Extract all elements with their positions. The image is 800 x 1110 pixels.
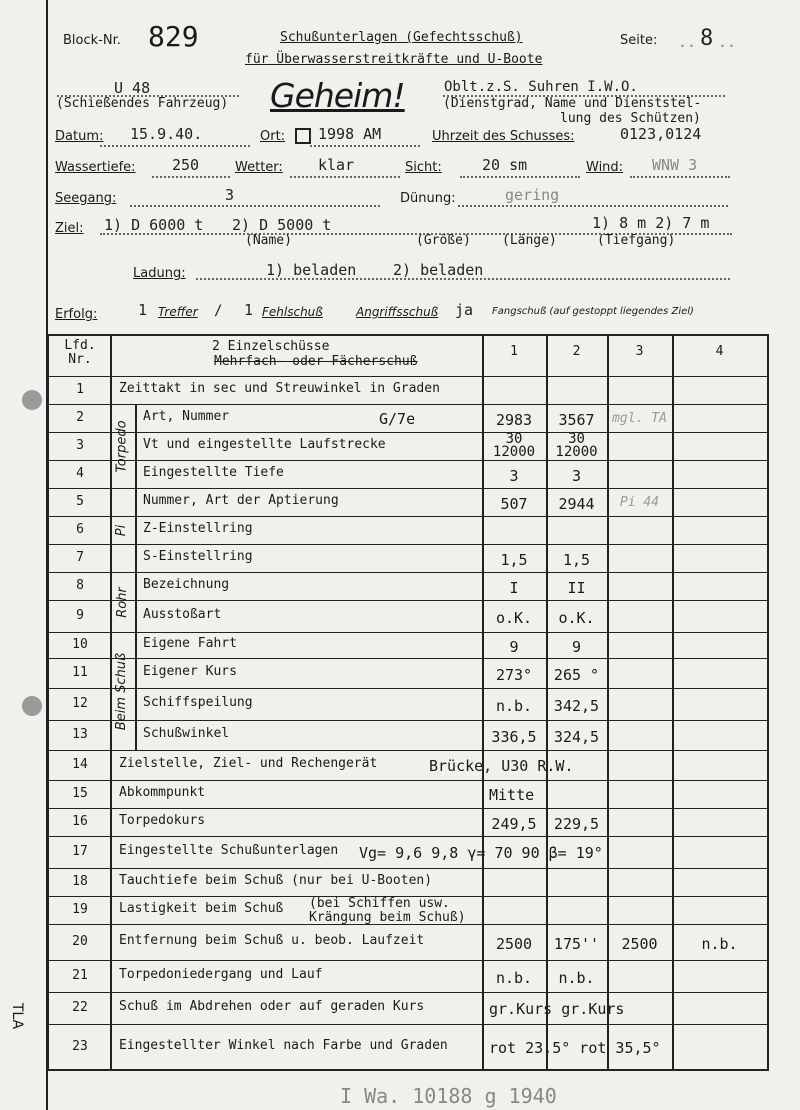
treffer-label: Treffer (158, 305, 198, 319)
shot-data-table (47, 334, 769, 1071)
ziel-laenge-label: (Länge) (502, 233, 557, 248)
cell-c2: n.b. (558, 969, 595, 987)
cell-c1: 1,5 (500, 551, 528, 569)
row-label: Eigene Fahrt (143, 636, 237, 651)
form-subtitle: für Überwasserstreitkräfte und U-Boote (245, 52, 543, 67)
shooter-label-2: lung des Schützen) (560, 111, 701, 126)
row-number: 6 (76, 522, 84, 537)
header-printed: Mehrfach- oder Fächerschuß (214, 354, 418, 369)
cell-c1: 2500 (495, 935, 533, 953)
ort-box (295, 128, 311, 144)
page-dots: .. (678, 33, 697, 51)
fehlschuss-label: Fehlschuß (262, 305, 323, 319)
cell-c2: 3567 (558, 411, 595, 429)
row-label: Z-Einstellring (143, 521, 253, 536)
secret-stamp: Geheim! (270, 76, 405, 115)
row-number: 19 (72, 902, 88, 917)
form-title: Schußunterlagen (Gefechtsschuß) (280, 30, 523, 45)
cell-c2: 9 (571, 638, 582, 656)
row-number: 7 (76, 550, 84, 565)
cell-c1: 336,5 (491, 728, 537, 746)
archive-stamp: I Wa. 10188 g 1940 (340, 1084, 557, 1108)
group-torpedo: Torpedo (114, 419, 130, 473)
ziel-tiefgang: 1) 8 m 2) 7 m (592, 214, 710, 232)
cell-c3: Pi 44 (619, 495, 660, 510)
block-label: Block-Nr. (63, 33, 121, 48)
row-label: Tauchtiefe beim Schuß (nur bei U-Booten) (119, 873, 433, 888)
ort-value: 1998 AM (318, 125, 382, 143)
side-note: TLA (9, 1002, 26, 1030)
row-label: Art, Nummer (143, 409, 230, 424)
cell-c2: 30 12000 (555, 431, 598, 460)
row-label: Entfernung beim Schuß u. beob. Laufzeit (119, 933, 425, 948)
cell-c1: o.K. (495, 609, 533, 627)
erfolg-label: Erfolg: (55, 307, 98, 322)
cell-c2: II (567, 579, 586, 597)
page-label: Seite: (620, 33, 658, 48)
wassertiefe-value: 250 (172, 156, 200, 174)
row-number: 16 (72, 814, 88, 829)
row-label: Nummer, Art der Aptierung (143, 493, 339, 508)
datum-label: Datum: (55, 129, 104, 144)
wassertiefe-label: Wassertiefe: (55, 160, 136, 175)
angriff-value: ja (455, 301, 474, 319)
uhrzeit-label: Uhrzeit des Schusses: (432, 129, 575, 144)
row-label: Eingestellte Schußunterlagen (119, 843, 339, 858)
ziel-value-1: 1) D 6000 t (104, 216, 204, 234)
row-label: Zielstelle, Ziel- und Rechengerät (119, 756, 378, 771)
row-label: Eigener Kurs (143, 664, 237, 679)
ziel-value-2: 2) D 5000 t (232, 216, 332, 234)
ladung-label: Ladung: (133, 266, 186, 281)
row-label: S-Einstellring (143, 549, 253, 564)
ziel-tiefgang-label: (Tiefgang) (597, 233, 676, 248)
cell-c1: 273° (495, 666, 533, 684)
duenung-label: Dünung: (400, 191, 456, 206)
page-number: 8 (700, 26, 714, 51)
cell-c1: 9 (509, 638, 519, 656)
row-number: 15 (72, 786, 88, 801)
wetter-label: Wetter: (235, 160, 283, 175)
cell-c2: 342,5 (553, 697, 600, 715)
cell-c3: mgl. TA (612, 411, 667, 426)
cell-c1: 2983 (495, 411, 533, 429)
row-number: 1 (76, 382, 84, 397)
ladung-value-2: 2) beladen (393, 261, 484, 279)
row-label: Vt und eingestellte Laufstrecke (143, 437, 386, 452)
wind-label: Wind: (586, 160, 624, 175)
row-label: Eingestellte Tiefe (143, 465, 284, 480)
cell-c2: 3 (571, 467, 582, 485)
column-header-4: 4 (715, 344, 724, 359)
slash: / (214, 303, 223, 319)
row-span-value: Mitte (489, 786, 535, 804)
row-extra: G/7e (379, 410, 416, 428)
row-number: 12 (72, 696, 88, 711)
cell-c1: 30 12000 (492, 431, 536, 460)
row-number: 17 (72, 844, 88, 859)
row-number: 5 (76, 494, 84, 509)
cell-c2: 175'' (553, 935, 600, 953)
cell-c2: 265 ° (553, 666, 600, 684)
wind-value: WNW 3 (652, 156, 698, 174)
punch-hole (22, 390, 42, 410)
ort-label: Ort: (260, 129, 286, 144)
ladung-value-1: 1) beladen (266, 261, 357, 279)
row-number: 18 (72, 874, 88, 889)
row-label: Lastigkeit beim Schuß (119, 901, 284, 916)
ziel-name-label: (Name) (245, 233, 292, 248)
uhrzeit-value: 0123,0124 (620, 125, 702, 143)
group-pi: Pi (114, 524, 130, 536)
group-rohr: Rohr (114, 586, 130, 618)
sicht-value: 20 sm (482, 156, 528, 174)
row-span-value: rot 23,5° rot 35,5° (489, 1038, 661, 1057)
row-number: 9 (76, 608, 84, 623)
datum-value: 15.9.40. (130, 125, 203, 143)
row-number: 10 (72, 637, 88, 652)
row-number: 4 (76, 466, 84, 481)
cell-c2: o.K. (558, 609, 595, 627)
treffer-count: 1 (138, 301, 148, 319)
row-label: Torpedokurs (119, 813, 206, 828)
row-number: 14 (72, 757, 88, 772)
duenung-value: gering (505, 186, 560, 204)
cell-c2: 2944 (558, 495, 595, 513)
row-label: Schiffspeilung (143, 695, 253, 710)
row-label: Eingestellter Winkel nach Farbe und Graden (119, 1037, 448, 1053)
row-label: Zeittakt in sec und Streuwinkel in Graden (119, 381, 440, 396)
row-span-value: Vg= 9,6 9,8 γ= 70 90 β= 19° (359, 844, 603, 862)
row-label: Schußwinkel (143, 726, 230, 741)
row-number: 11 (72, 665, 88, 680)
angriff-label: Angriffsschuß (356, 305, 439, 319)
cell-c1: 507 (500, 495, 528, 513)
page-dots: .. (718, 33, 737, 51)
shooter-value: Oblt.z.S. Suhren I.W.O. (444, 79, 638, 95)
group-beim-schuss: Beim Schuß (114, 652, 130, 730)
row-number: 8 (76, 578, 84, 593)
cell-c1: n.b. (495, 697, 533, 715)
row-label: Bezeichnung (143, 577, 230, 592)
header-typed: 2 Einzelschüsse (212, 339, 330, 354)
column-header-3: 3 (635, 344, 644, 359)
cell-c1: 249,5 (491, 815, 537, 833)
row-number: 21 (72, 968, 88, 983)
cell-c1: 3 (509, 467, 519, 485)
column-header-1: 1 (510, 344, 518, 359)
column-header-2: 2 (572, 344, 581, 359)
cell-c3: 2500 (621, 935, 658, 953)
row-number: 20 (72, 934, 88, 949)
cell-c4: n.b. (701, 935, 738, 953)
punch-hole (22, 696, 42, 716)
row-number: 2 (76, 410, 84, 425)
boat-value: U 48 (114, 79, 151, 97)
row-span-value: Brücke, U30 R.W. (429, 757, 574, 775)
row-label-note: (bei Schiffen usw. Krängung beim Schuß) (309, 896, 466, 925)
seegang-label: Seegang: (55, 191, 117, 206)
row-number: 13 (72, 727, 88, 742)
cell-c2: 229,5 (553, 815, 600, 833)
cell-c2: 1,5 (562, 551, 591, 569)
row-number: 23 (72, 1038, 88, 1054)
cell-c1: n.b. (495, 969, 533, 987)
cell-c2: 324,5 (553, 728, 600, 746)
row-span-value: gr.Kurs gr.Kurs (489, 1000, 625, 1018)
sicht-label: Sicht: (405, 160, 442, 175)
seegang-value: 3 (225, 186, 235, 204)
row-number: 22 (72, 1000, 88, 1015)
fangschuss-label: Fangschuß (auf gestoppt liegendes Ziel) (492, 306, 694, 317)
block-number: 829 (148, 20, 199, 53)
cell-c1: I (509, 579, 519, 597)
boat-label: (Schießendes Fahrzeug) (56, 96, 229, 111)
ziel-label: Ziel: (55, 221, 84, 236)
ziel-groesse-label: (Größe) (416, 233, 471, 248)
row-label: Ausstoßart (143, 607, 222, 622)
fehlschuss-count: 1 (244, 301, 254, 319)
row-label: Abkommpunkt (119, 785, 206, 800)
row-number: 3 (76, 438, 84, 453)
row-label: Schuß im Abdrehen oder auf geraden Kurs (119, 999, 425, 1014)
shooter-label-1: (Dienstgrad, Name und Dienststel- (443, 96, 702, 111)
row-label: Torpedoniedergang und Lauf (119, 967, 323, 982)
wetter-value: klar (318, 156, 355, 174)
header-nr: Lfd. Nr. (64, 338, 96, 367)
